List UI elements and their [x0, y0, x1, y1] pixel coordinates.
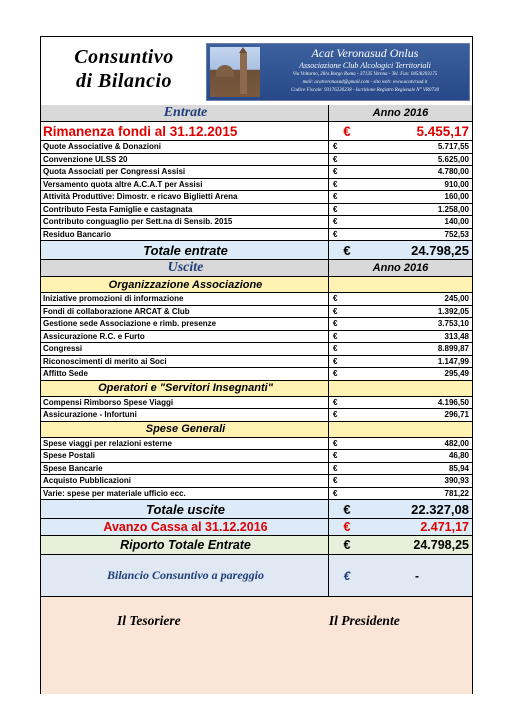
line-item-label: Compensi Rimborso Spese Viaggi [41, 397, 329, 409]
totale-entrate-value: 24.798,25 [411, 242, 469, 258]
line-item-label: Spese viaggi per relazioni esterne [41, 438, 329, 450]
expense-group-header [41, 381, 472, 397]
line-item-value: 245,00 [444, 294, 469, 304]
line-item-currency: € [333, 369, 338, 379]
rimanenza-row [41, 122, 472, 141]
line-item-row [41, 216, 472, 229]
expense-group-title: Operatori e "Servitori Insegnanti" [41, 381, 329, 396]
pareggio-row [41, 555, 472, 597]
entrate-header-row [41, 105, 472, 122]
expense-group-currency-cell [329, 277, 365, 292]
line-item-value: 5.717,55 [437, 142, 469, 152]
line-item-currency: € [333, 142, 338, 152]
line-item-row [41, 475, 472, 488]
avanzo-currency: € [343, 520, 351, 534]
avanzo-value: 2.471,17 [420, 520, 469, 534]
riporto-currency: € [343, 538, 351, 552]
line-item-row [41, 229, 472, 242]
line-item-value: 296,71 [444, 410, 469, 420]
line-item-currency: € [333, 154, 338, 164]
line-item-currency: € [333, 463, 338, 473]
line-item-label: Congressi [41, 343, 329, 355]
line-item-currency: € [333, 344, 338, 354]
line-item-value: 482,00 [444, 438, 469, 448]
expense-group-header [41, 277, 472, 293]
riporto-value: 24.798,25 [413, 538, 469, 552]
line-item-row [41, 179, 472, 192]
line-item-label: Gestione sede Associazione e rimb. presenze [41, 318, 329, 330]
line-item-row [41, 318, 472, 331]
line-item-label: Quote Associative & Donazioni [41, 141, 329, 153]
line-item-label: Assicurazione - Infortuni [41, 409, 329, 421]
line-item-row [41, 191, 472, 204]
rimanenza-value: 5.455,17 [416, 123, 469, 139]
avanzo-row [41, 519, 472, 536]
expense-group-header [41, 422, 472, 438]
line-item-currency: € [333, 306, 338, 316]
line-item-label: Affitto Sede [41, 368, 329, 380]
line-item-row [41, 409, 472, 422]
avanzo-label: Avanzo Cassa al 31.12.2016 [41, 519, 329, 535]
line-item-currency: € [333, 204, 338, 214]
line-item-row [41, 438, 472, 451]
balance-table [41, 105, 472, 694]
line-item-currency: € [333, 476, 338, 486]
line-item-value: 390,93 [444, 476, 469, 486]
line-item-row [41, 488, 472, 501]
riporto-row [41, 536, 472, 555]
line-item-value: 752,53 [444, 229, 469, 239]
line-item-value: 295,49 [444, 369, 469, 379]
line-item-value: 5.625,00 [437, 154, 469, 164]
totale-entrate-row [41, 241, 472, 260]
expense-group-title: Spese Generali [41, 422, 329, 437]
presidente-signature-label: Il Presidente [328, 613, 400, 628]
line-item-label: Varie: spese per materiale ufficio ecc. [41, 488, 329, 500]
line-item-value: 1.147,99 [437, 356, 469, 366]
pareggio-currency: € [343, 568, 351, 583]
totale-uscite-label: Totale uscite [41, 500, 329, 518]
line-item-label: Riconoscimenti di merito ai Soci [41, 356, 329, 368]
totale-uscite-value: 22.327,08 [411, 501, 469, 517]
line-item-value: 910,00 [444, 179, 469, 189]
line-item-currency: € [333, 438, 338, 448]
line-item-row [41, 141, 472, 154]
expense-group-value-cell [365, 381, 472, 396]
line-item-currency: € [333, 167, 338, 177]
line-item-currency: € [333, 229, 338, 239]
line-item-value: 1.258,00 [437, 204, 469, 214]
line-item-row [41, 154, 472, 167]
line-item-label: Attività Produttive: Dimostr. e ricavo Biglietti Arena [41, 191, 329, 203]
church-photo [210, 47, 260, 97]
expense-group-value-cell [365, 277, 472, 292]
line-item-row [41, 166, 472, 179]
line-item-value: 313,48 [444, 331, 469, 341]
line-item-row [41, 356, 472, 369]
line-item-row [41, 450, 472, 463]
line-item-currency: € [333, 179, 338, 189]
line-item-currency: € [333, 451, 338, 461]
line-item-row [41, 306, 472, 319]
line-item-value: 4.196,50 [437, 397, 469, 407]
line-item-label: Convenzione ULSS 20 [41, 154, 329, 166]
document-title [45, 45, 203, 93]
line-item-label: Contributo conguaglio per Sett.na di Sensib. 2015 [41, 216, 329, 228]
line-item-label: Acquisto Pubblicazioni [41, 475, 329, 487]
association-banner [206, 43, 470, 101]
line-item-row [41, 343, 472, 356]
line-item-label: Quota Associati per Congressi Assisi [41, 166, 329, 178]
expense-group-currency-cell [329, 381, 365, 396]
line-item-currency: € [333, 319, 338, 329]
line-item-label: Iniziative promozioni di informazione [41, 293, 329, 305]
entrate-year: Anno 2016 [372, 107, 429, 119]
line-item-currency: € [333, 217, 338, 227]
line-item-currency: € [333, 488, 338, 498]
tesoriere-signature-label: Il Tesoriere [116, 613, 181, 628]
line-item-value: 3.753,10 [437, 319, 469, 329]
line-item-currency: € [333, 397, 338, 407]
banner-subtitle: Associazione Club Alcologici Territoriali [299, 61, 431, 70]
expense-group-currency-cell [329, 422, 365, 437]
line-item-label: Contributo Festa Famiglie e castagnata [41, 204, 329, 216]
banner-fiscal-code: Codice Fiscale: 93176230238 - Iscrizione Registro Regionale N° VR0730 [291, 88, 439, 93]
line-item-currency: € [333, 410, 338, 420]
uscite-groups [41, 277, 472, 500]
line-item-value: 140,00 [444, 217, 469, 227]
line-item-label: Spese Postali [41, 450, 329, 462]
uscite-year: Anno 2016 [372, 262, 429, 274]
line-item-label: Versamento quota altre A.C.A.T per Assisi [41, 179, 329, 191]
document-header [41, 37, 472, 105]
line-item-label: Residuo Bancario [41, 229, 329, 241]
pareggio-value: - [415, 568, 419, 583]
line-item-row [41, 204, 472, 217]
line-item-currency: € [333, 294, 338, 304]
riporto-label: Riporto Totale Entrate [41, 536, 329, 554]
banner-name: Acat Veronasud Onlus [311, 46, 419, 60]
uscite-title: Uscite [41, 260, 329, 276]
church-dome [216, 65, 234, 77]
line-item-value: 1.392,05 [437, 306, 469, 316]
line-item-value: 160,00 [444, 192, 469, 202]
line-item-label: Fondi di collaborazione ARCAT & Club [41, 306, 329, 318]
signature-area [41, 597, 472, 694]
expense-group-title: Organizzazione Associazione [41, 277, 329, 292]
uscite-header-row [41, 260, 472, 277]
title-line-1: Consuntivo [74, 46, 174, 68]
line-item-value: 781,22 [444, 488, 469, 498]
rimanenza-label: Rimanenza fondi al 31.12.2015 [41, 122, 329, 140]
line-item-row [41, 463, 472, 476]
title-line-2: di Bilancio [75, 70, 173, 92]
line-item-row [41, 397, 472, 410]
bell-tower [240, 52, 247, 94]
line-item-value: 85,94 [448, 463, 469, 473]
line-item-value: 4.780,00 [437, 167, 469, 177]
line-item-currency: € [333, 331, 338, 341]
balance-sheet [40, 36, 473, 694]
line-item-value: 46,80 [448, 451, 469, 461]
line-item-label: Spese Bancarie [41, 463, 329, 475]
banner-contacts: mail: acatveronasud@gmail.com - sito web: www.acatvrsud.it [302, 80, 428, 85]
totale-uscite-currency: € [343, 501, 351, 517]
line-item-value: 8.899,87 [437, 344, 469, 354]
line-item-row [41, 293, 472, 306]
line-item-label: Assicurazione R.C. e Furto [41, 331, 329, 343]
line-item-row [41, 331, 472, 344]
banner-address: Via Volturno, 28/a Borgo Roma - 37135 Verona - Tel. Fax: 045/8203175 [292, 72, 438, 77]
expense-group-value-cell [365, 422, 472, 437]
entrate-title: Entrate [41, 105, 329, 121]
totale-entrate-currency: € [343, 242, 351, 258]
line-item-currency: € [333, 192, 338, 202]
rimanenza-currency: € [343, 123, 351, 139]
entrate-items [41, 141, 472, 241]
totale-entrate-label: Totale entrate [41, 241, 329, 259]
line-item-currency: € [333, 356, 338, 366]
totale-uscite-row [41, 500, 472, 519]
pareggio-label: Bilancio Consuntivo a pareggio [41, 555, 329, 596]
line-item-row [41, 368, 472, 381]
